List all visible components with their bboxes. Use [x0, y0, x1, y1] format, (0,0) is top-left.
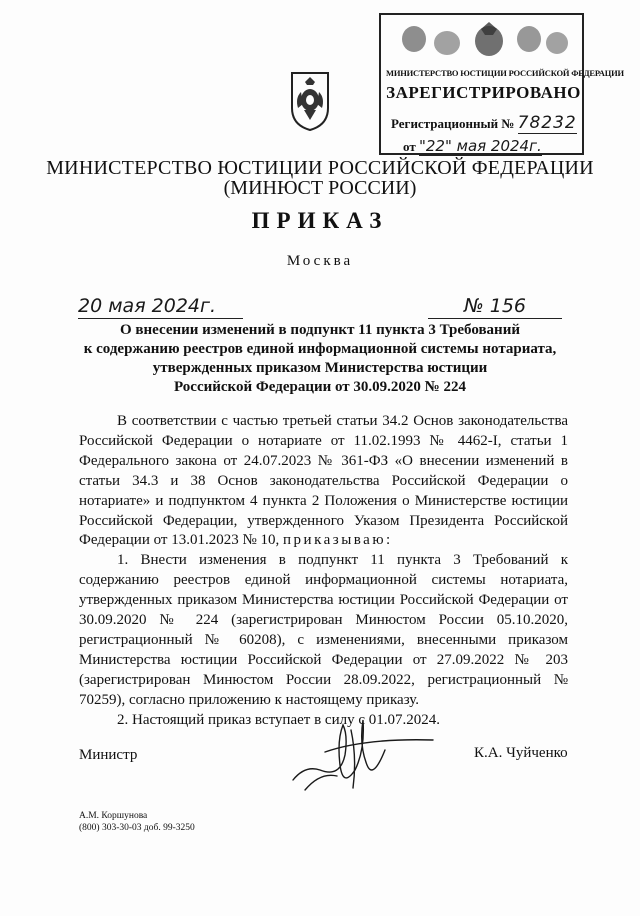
order-subject: [30, 321, 610, 397]
coat-of-arms-icon: [289, 70, 331, 132]
stamp-emblems-icon: [389, 19, 579, 63]
executor-name: А.М. Коршунова: [79, 811, 148, 821]
subject-line: к содержанию реестров единой информационной системы нотариата,: [83, 341, 557, 357]
body-paragraph-item-1: 1. Внести изменения в подпункт 11 пункта 3 Требований к содержанию реестров единой информационной системы нотариата, утвержденных приказом Министерства юстиции Российской Федерации от 30.09.2020 № 224 (зарегистрирован Минюстом России 05.10.2020, регистрационный № 60208), с изменениями, внесенными приказом Министерства юстиции Российской Федерации от 27.09.2022 № 203 (зарегистрирован Минюстом России 28.09.2022, регистрационный № 70259), согласно приложению к настоящему приказу.: [79, 552, 568, 708]
body-paragraph-preamble: [79, 412, 568, 551]
stamp-reg-date-prefix: от: [403, 139, 416, 154]
city-name: Москва: [286, 253, 354, 269]
stamp-registration-number: [391, 113, 577, 133]
subject-line: О внесении изменений в подпункт 11 пункта 3 Требований: [120, 322, 520, 338]
signatory-role: Министр: [79, 747, 138, 763]
executor-info: [79, 810, 195, 834]
executor-phone: (800) 303-30-03 доб. 99-3250: [79, 823, 195, 833]
subject-line: Российской Федерации от 30.09.2020 № 224: [174, 379, 466, 395]
stamp-registered-label: ЗАРЕГИСТРИРОВАНО: [386, 83, 581, 102]
stamp-reg-date-value: "22" мая 2024г.: [418, 137, 542, 155]
order-body: [79, 412, 568, 731]
handwritten-signature-icon: [285, 710, 435, 795]
stamp-registration-date: [403, 137, 542, 155]
document-type-title: ПРИКАЗ: [251, 208, 389, 233]
preamble-text: В соответствии с частью третьей статьи 34.2 Основ законодательства Российской Федерации о нотариате от 11.02.1993 № 4462-I, статьи 1 Федерального закона от 24.07.2023 № 361-ФЗ «О внесении изменений в статьи 34.3 и 38 Основ законодательства Российской Федерации о нотариате» и подпунктом 4 пункта 2 Положения о Министерстве юстиции Российской Федерации, утвержденного Указом Президента Российской Федерации от 13.01.2023 № 10,: [79, 413, 568, 549]
body-paragraph-item-2: 2. Настоящий приказ вступает в силу с 01.07.2024.: [117, 711, 440, 728]
subject-line: утвержденных приказом Министерства юстиции: [152, 360, 488, 376]
order-date: 20 мая 2024г.: [78, 295, 243, 319]
signatory-name: К.А. Чуйченко: [474, 745, 568, 761]
order-directive: приказываю:: [283, 532, 393, 549]
order-number: № 156: [428, 295, 562, 319]
stamp-reg-number-label: Регистрационный №: [391, 116, 515, 131]
registration-stamp: [379, 13, 624, 155]
ministry-short-name: (МИНЮСТ РОССИИ): [223, 177, 417, 199]
stamp-reg-number-value: 78232: [517, 113, 577, 133]
ministry-title: МИНИСТЕРСТВО ЮСТИЦИИ РОССИЙСКОЙ ФЕДЕРАЦИИ: [46, 157, 594, 179]
stamp-ministry-name: МИНИСТЕРСТВО ЮСТИЦИИ РОССИЙСКОЙ ФЕДЕРАЦИИ: [386, 68, 624, 78]
